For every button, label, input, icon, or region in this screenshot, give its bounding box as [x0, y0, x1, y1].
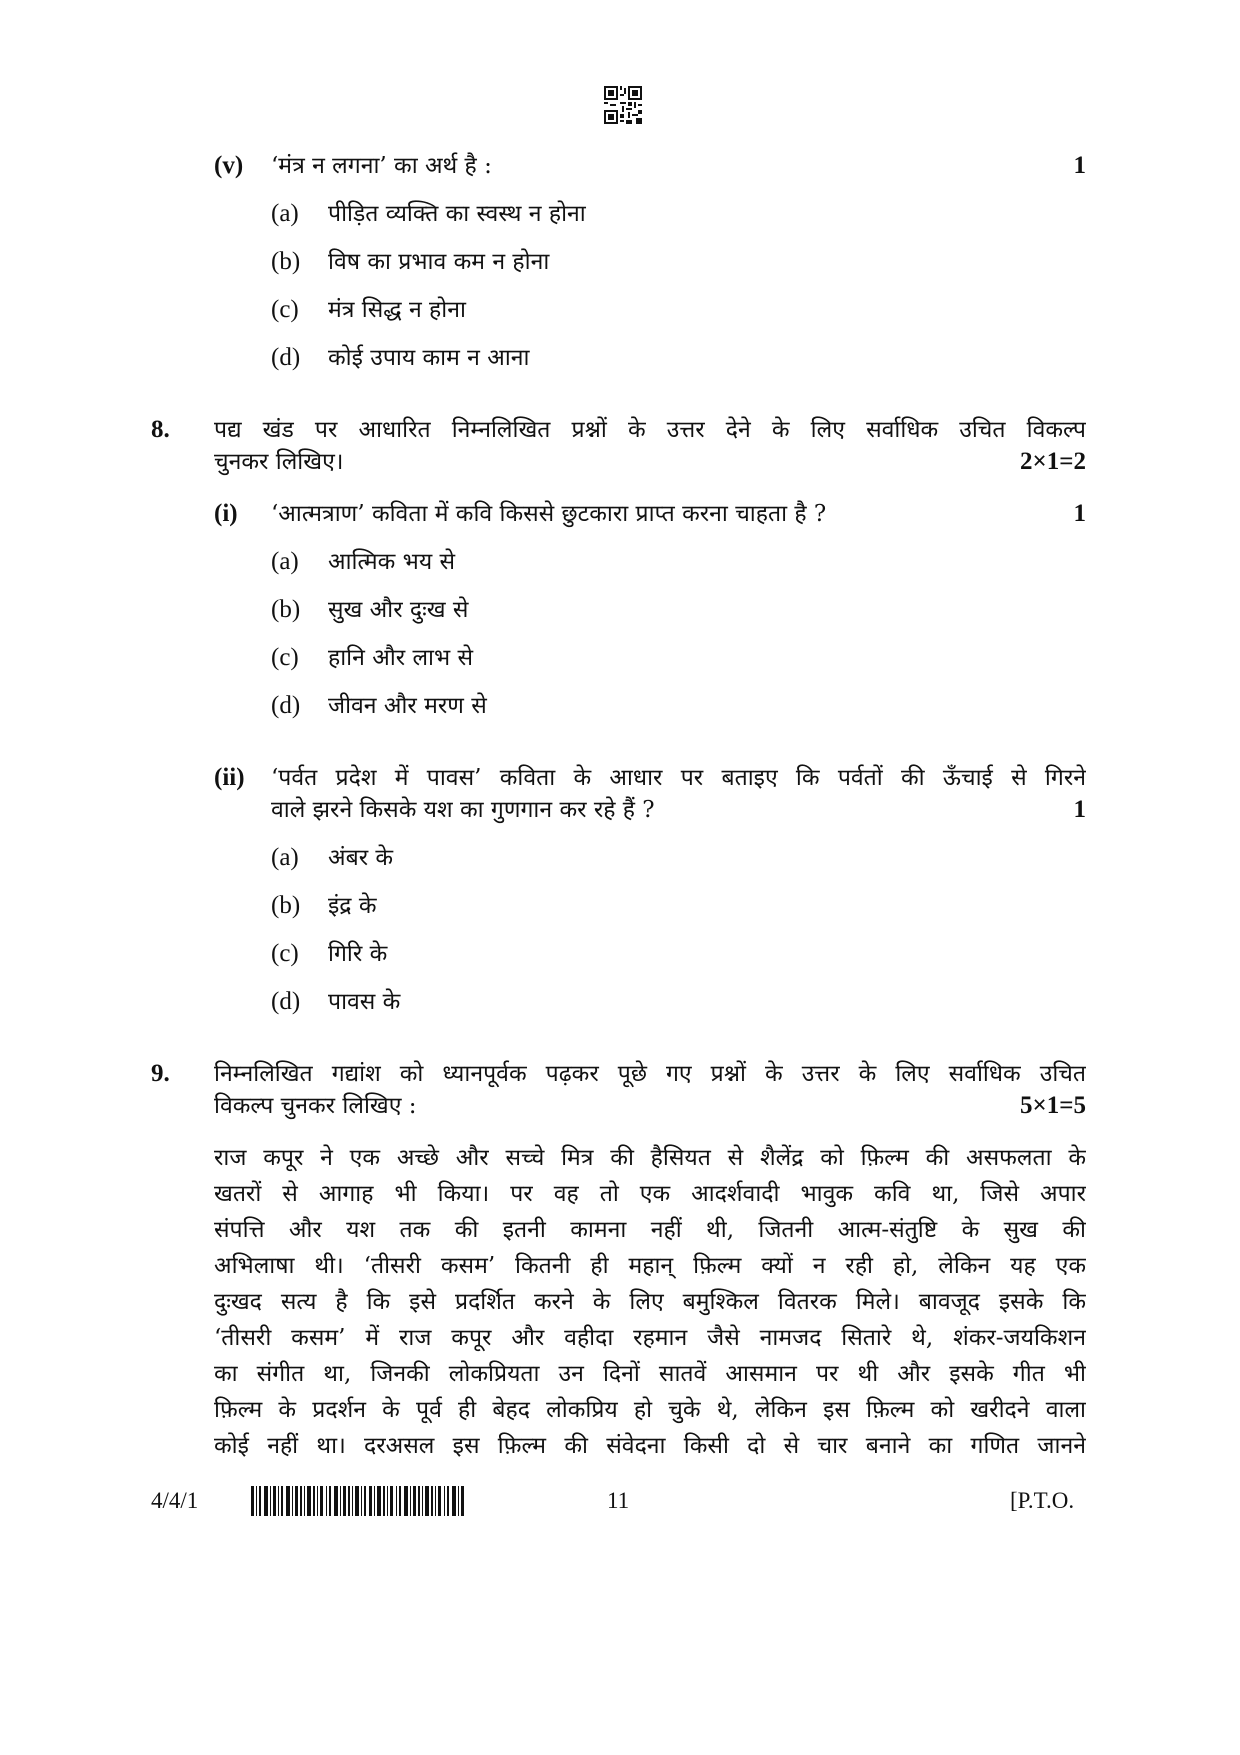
q7v-option-a-text: पीड़ित व्यक्ति का स्वस्थ न होना [328, 201, 586, 227]
q8i-option-d-letter: (d) [271, 692, 301, 719]
pto-marker: [P.T.O. [1010, 1488, 1075, 1513]
q8ii-option-c-text: गिरि के [328, 941, 388, 967]
q9-instruction-line-1: निम्नलिखित गद्यांश को ध्यानपूर्वक पढ़कर पूछे गए प्रश्नों के उत्तर के लिए सर्वाधिक उचित [214, 1061, 1086, 1087]
q8ii-option-d-text: पावस के [328, 989, 401, 1015]
q7v-option-c-text: मंत्र सिद्ध न होना [328, 297, 466, 323]
q8ii-stem-line-2: वाले झरने किसके यश का गुणगान कर रहे हैं ? [271, 797, 655, 823]
q7v-option-d-text: कोई उपाय काम न आना [328, 345, 530, 371]
q7v-marks: 1 [1073, 152, 1086, 179]
q8i-option-a-text: आत्मिक भय से [328, 549, 456, 575]
q8ii-stem-line-1: ‘पर्वत प्रदेश में पावस’ कविता के आधार पर बताइए कि पर्वतों की ऊँचाई से गिरने [271, 765, 1086, 791]
q7v-option-b-text: विष का प्रभाव कम न होना [328, 249, 550, 275]
q8i-stem: ‘आत्मत्राण’ कविता में कवि किससे छुटकारा प्राप्त करना चाहता है ? [271, 501, 827, 527]
q9-marks: 5×1=5 [1020, 1092, 1086, 1119]
q8i-option-d-text: जीवन और मरण से [328, 693, 487, 719]
passage-line-3: संपत्ति और यश तक की इतनी कामना नहीं थी, जितनी आत्म-संतुष्टि के सुख की [214, 1217, 1086, 1243]
q7v-stem: ‘मंत्र न लगना’ का अर्थ है : [271, 153, 492, 179]
q8-marks: 2×1=2 [1020, 448, 1086, 475]
q8i-option-c-text: हानि और लाभ से [328, 645, 474, 671]
q8ii-marks: 1 [1073, 796, 1086, 823]
barcode-icon [251, 1486, 465, 1516]
q8i-option-b-letter: (b) [271, 596, 301, 623]
q8i-label: (i) [214, 500, 238, 527]
passage-line-1: राज कपूर ने एक अच्छे और सच्चे मित्र की हैसियत से शैलेंद्र को फ़िल्म की असफलता के [214, 1145, 1086, 1171]
q9-number: 9. [151, 1060, 170, 1087]
paper-code: 4/4/1 [151, 1488, 199, 1513]
q7v-option-d-letter: (d) [271, 344, 301, 371]
q8ii-option-c-letter: (c) [271, 940, 299, 967]
q8-instruction-line-1: पद्य खंड पर आधारित निम्नलिखित प्रश्नों के उत्तर देने के लिए सर्वाधिक उचित विकल्प [214, 417, 1086, 443]
q8ii-option-a-text: अंबर के [328, 845, 394, 871]
passage-line-7: का संगीत था, जिनकी लोकप्रियता उन दिनों सातवें आसमान पर थी और इसके गीत भी [214, 1361, 1086, 1387]
passage-line-6: ‘तीसरी कसम’ में राज कपूर और वहीदा रहमान जैसे नामजद सितारे थे, शंकर-जयकिशन [214, 1325, 1086, 1351]
passage-line-5: दुःखद सत्य है कि इसे प्रदर्शित करने के लिए बमुश्किल वितरक मिले। बावजूद इसके कि [214, 1289, 1086, 1315]
q7v-option-a-letter: (a) [271, 200, 299, 227]
q8ii-option-b-letter: (b) [271, 892, 301, 919]
passage-line-2: खतरों से आगाह भी किया। पर वह तो एक आदर्शवादी भावुक कवि था, जिसे अपार [214, 1181, 1086, 1207]
q7v-option-b-letter: (b) [271, 248, 301, 275]
q8i-option-a-letter: (a) [271, 548, 299, 575]
q9-instruction-line-2: विकल्प चुनकर लिखिए : [214, 1093, 417, 1119]
q8i-option-b-text: सुख और दुःख से [328, 597, 469, 623]
passage-line-8: फ़िल्म के प्रदर्शन के पूर्व ही बेहद लोकप्रिय हो चुके थे, लेकिन इस फ़िल्म को खरीदने वाला [214, 1397, 1086, 1423]
q8-number: 8. [151, 416, 170, 443]
q8i-option-c-letter: (c) [271, 644, 299, 671]
page-number: 11 [607, 1488, 630, 1513]
q8i-marks: 1 [1073, 500, 1086, 527]
qr-code-icon [604, 86, 642, 124]
q8ii-label: (ii) [214, 764, 245, 791]
passage-line-4: अभिलाषा थी। ‘तीसरी कसम’ कितनी ही महान् फ़िल्म क्यों न रही हो, लेकिन यह एक [214, 1253, 1086, 1279]
q8-instruction-line-2: चुनकर लिखिए। [214, 449, 344, 475]
q8ii-option-a-letter: (a) [271, 844, 299, 871]
q7v-label: (v) [214, 152, 244, 179]
q8ii-option-d-letter: (d) [271, 988, 301, 1015]
passage-line-9: कोई नहीं था। दरअसल इस फ़िल्म की संवेदना किसी दो से चार बनाने का गणित जानने [214, 1433, 1086, 1459]
q7v-option-c-letter: (c) [271, 296, 299, 323]
q8ii-option-b-text: इंद्र के [328, 893, 377, 919]
